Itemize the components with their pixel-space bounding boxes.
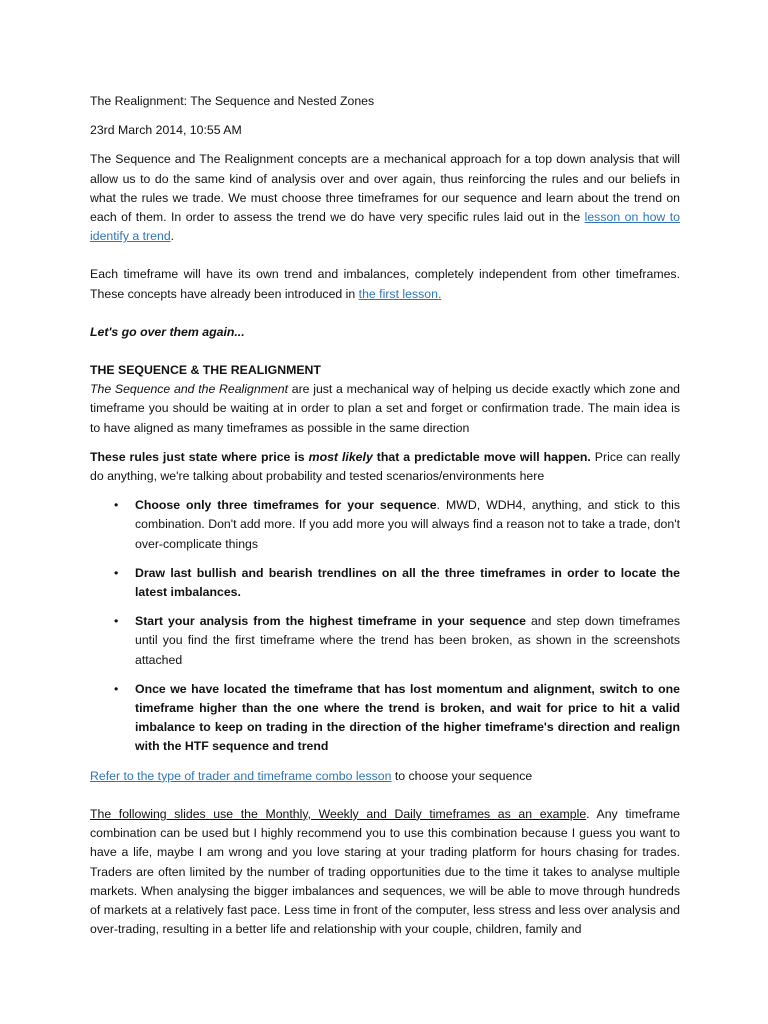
slides-rest: . Any timeframe combination can be used but I highly recommend you to use this combination because I guess you want to have a life, maybe I am wrong and you love staring at your trading platform for hours chasing for trades. Traders are often limited by the number of trading opportunities due to the time it takes to analyse multiple markets. When analysing the bigger imbalances and sequences, we will be able to move through hundreds of markets at a relatively fast pace. Less time in front of the computer, less stress and less over analysis and over-trading, resulting in a better life and relationship with your couple, children, family and (90, 806, 680, 937)
section-heading: THE SEQUENCE & THE REALIGNMENT (90, 363, 321, 378)
refer-paragraph (90, 767, 680, 786)
timeframes-text: Each timeframe will have its own trend and imbalances, completely independent from other timeframes. These concepts have already been introduced in (90, 267, 680, 301)
bullet-text: . MWD, WDH4, anything, and stick to this combination. Don't add more. If you add more you will always find a reason not to take a trade, don't over-complicate things (135, 498, 681, 551)
bullet-bold-text: Choose only three timeframes for your sequence (135, 498, 437, 513)
section-lead-italic: The Sequence and the Realignment (90, 382, 289, 397)
bullet-bold-text: Start your analysis from the highest timeframe in your sequence (135, 614, 526, 629)
trader-timeframe-combo-lesson-link[interactable]: Refer to the type of trader and timeframe combo lesson (90, 768, 392, 783)
document-page (90, 92, 680, 939)
refer-rest: to choose your sequence (391, 768, 533, 783)
bullet-icon: • (114, 681, 119, 696)
bullet-icon: • (114, 614, 119, 629)
section-lead-rest: are just a mechanical way of helping us decide exactly which zone and timeframe you should be waiting at in order to plan a set and forget or confirmation trade. The main idea is to have aligned as many timeframes as possible in the same direction (90, 382, 680, 435)
timeframes-paragraph (90, 265, 680, 303)
identify-trend-lesson-link[interactable]: lesson on how to identify a trend (90, 210, 680, 244)
list-item (90, 564, 680, 602)
rules-paragraph (90, 448, 680, 486)
slides-paragraph (90, 805, 680, 939)
rules-bullet-list (90, 496, 680, 756)
slides-underlined-text: The following slides use the Monthly, Weekly and Daily timeframes as an example (90, 806, 587, 821)
intro-end: . (170, 229, 175, 244)
bullet-icon: • (114, 498, 119, 513)
rules-bold-italic: most likely (308, 449, 373, 464)
document-title: The Realignment: The Sequence and Nested Zones (90, 94, 375, 108)
rules-bold-b: that a predictable move will happen. (372, 449, 591, 464)
bullet-bold-text: Draw last bullish and bearish trendlines on all the three timeframes in order to locate the latest imbalances. (135, 565, 680, 600)
bullet-icon: • (114, 565, 119, 580)
list-item (90, 680, 680, 757)
recap-line: Let's go over them again... (90, 324, 245, 339)
first-lesson-link[interactable]: the first lesson. (358, 286, 442, 301)
intro-paragraph (90, 150, 680, 246)
intro-text: The Sequence and The Realignment concepts are a mechanical approach for a top down analysis that will allow us to do the same kind of analysis over and over again, thus reinforcing the rules and our beliefs in what the rules we trade. We must choose three timeframes for our sequence and learn about the trend on each of them. In order to assess the trend we do have very specific rules laid out in the (90, 152, 680, 225)
list-item (90, 612, 680, 670)
section-lead-paragraph (90, 380, 680, 438)
rules-rest: Price can really do anything, we're talking about probability and tested scenarios/environments here (90, 449, 681, 484)
rules-bold-a: These rules just state where price is (90, 449, 309, 464)
bullet-text: Once we have located the timeframe that has lost momentum and alignment, switch to one timeframe higher than the one where the trend is broken, and wait for price to hit a valid imbalance to keep on trading in the direction of the higher timeframe's direction and realign with the HTF sequence and trend (135, 681, 680, 754)
list-item (90, 496, 680, 554)
document-date: 23rd March 2014, 10:55 AM (90, 123, 242, 138)
bullet-text: and step down timeframes until you find the first timeframe where the trend has been broken, as shown in the screenshots attached (135, 614, 680, 667)
